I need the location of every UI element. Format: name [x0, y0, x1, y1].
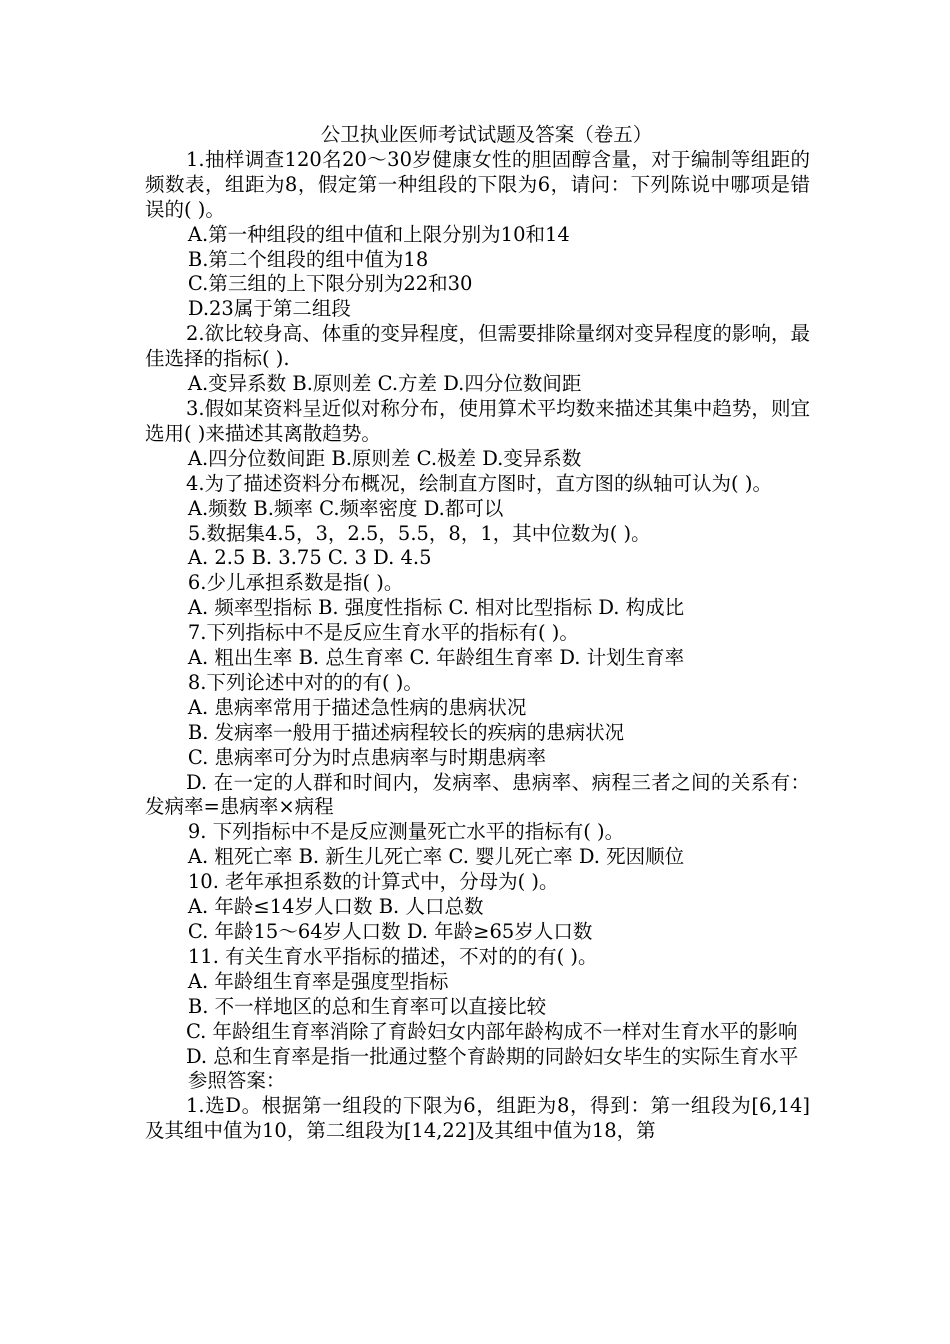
text-line: 10. 老年承担系数的计算式中，分母为( )。: [187, 870, 559, 894]
text-line: C.第三组的上下限分别为22和30: [187, 272, 473, 296]
text-line: B. 不一样地区的总和生育率可以直接比较: [187, 994, 547, 1018]
text-line: A. 粗死亡率 B. 新生儿死亡率 C. 婴儿死亡率 D. 死因顺位: [187, 845, 685, 869]
question-paragraph: 2.欲比较身高、体重的变异程度，但需要排除量纲对变异程度的影响，最佳选择的指标( ).: [145, 322, 810, 371]
text-line: 7.下列指标中不是反应生育水平的指标有( )。: [187, 621, 579, 645]
text-line: D.23属于第二组段: [187, 297, 351, 321]
text-line: 8.下列论述中对的的有( )。: [187, 670, 423, 694]
text-line: A.频数 B.频率 C.频率密度 D.都可以: [187, 496, 504, 520]
question-paragraph: 1.抽样调查120名20～30岁健康女性的胆固醇含量，对于编制等组距的频数表，组距为8，假定第一种组段的下限为6，请问：下列陈说中哪项是错误的( )。: [145, 147, 810, 221]
document-body: [145, 148, 810, 1144]
question-paragraph: D. 在一定的人群和时间内，发病率、患病率、病程三者之间的关系有：发病率=患病率×病程: [145, 770, 810, 819]
question-paragraph: 1.选D。根据第一组段的下限为6，组距为8，得到：第一组段为[6,14]及其组中值为10，第二组段为[14,22]及其组中值为18，第: [145, 1094, 810, 1143]
text-line: 11. 有关生育水平指标的描述，不对的的有( )。: [187, 944, 598, 968]
text-line: A. 年龄≤14岁人口数 B. 人口总数: [187, 895, 484, 919]
text-line: A. 患病率常用于描述急性病的患病状况: [187, 695, 527, 719]
text-line: 9. 下列指标中不是反应测量死亡水平的指标有( )。: [187, 820, 625, 844]
text-line: A.第一种组段的组中值和上限分别为10和14: [187, 222, 570, 246]
text-line: B. 发病率一般用于描述病程较长的疾病的患病状况: [187, 720, 625, 744]
text-line: A. 年龄组生育率是强度型指标: [187, 969, 449, 993]
question-paragraph: 3.假如某资料呈近似对称分布，使用算术平均数来描述其集中趋势，则宜选用( )来描述其离散趋势。: [145, 396, 810, 445]
document-page: [145, 123, 810, 1144]
text-line: C. 患病率可分为时点患病率与时期患病率: [187, 745, 547, 769]
text-line: A.四分位数间距 B.原则差 C.极差 D.变异系数: [187, 446, 582, 470]
question-paragraph: D. 总和生育率是指一批通过整个育龄期的同龄妇女毕生的实际生育水平: [185, 1044, 799, 1068]
question-paragraph: C. 年龄组生育率消除了育龄妇女内部年龄构成不一样对生育水平的影响: [185, 1019, 798, 1043]
text-line: 参照答案：: [187, 1069, 286, 1093]
text-line: C. 年龄15～64岁人口数 D. 年龄≥65岁人口数: [187, 920, 593, 943]
text-line: A.变异系数 B.原则差 C.方差 D.四分位数间距: [187, 372, 582, 396]
text-line: A. 频率型指标 B. 强度性指标 C. 相对比型指标 D. 构成比: [187, 596, 685, 620]
document-title: 公卫执业医师考试试题及答案（卷五）: [320, 123, 653, 146]
question-paragraph: 4.为了描述资料分布概况，绘制直方图时，直方图的纵轴可认为( )。: [185, 471, 772, 495]
text-line: 5.数据集4.5，3，2.5，5.5，8，1，其中位数为( )。: [187, 521, 651, 545]
text-line: A. 2.5 B. 3.75 C. 3 D. 4.5: [187, 546, 432, 570]
text-line: 6.少儿承担系数是指( )。: [187, 571, 404, 595]
text-line: B.第二个组段的组中值为18: [187, 247, 429, 271]
text-line: A. 粗出生率 B. 总生育率 C. 年龄组生育率 D. 计划生育率: [187, 646, 685, 670]
